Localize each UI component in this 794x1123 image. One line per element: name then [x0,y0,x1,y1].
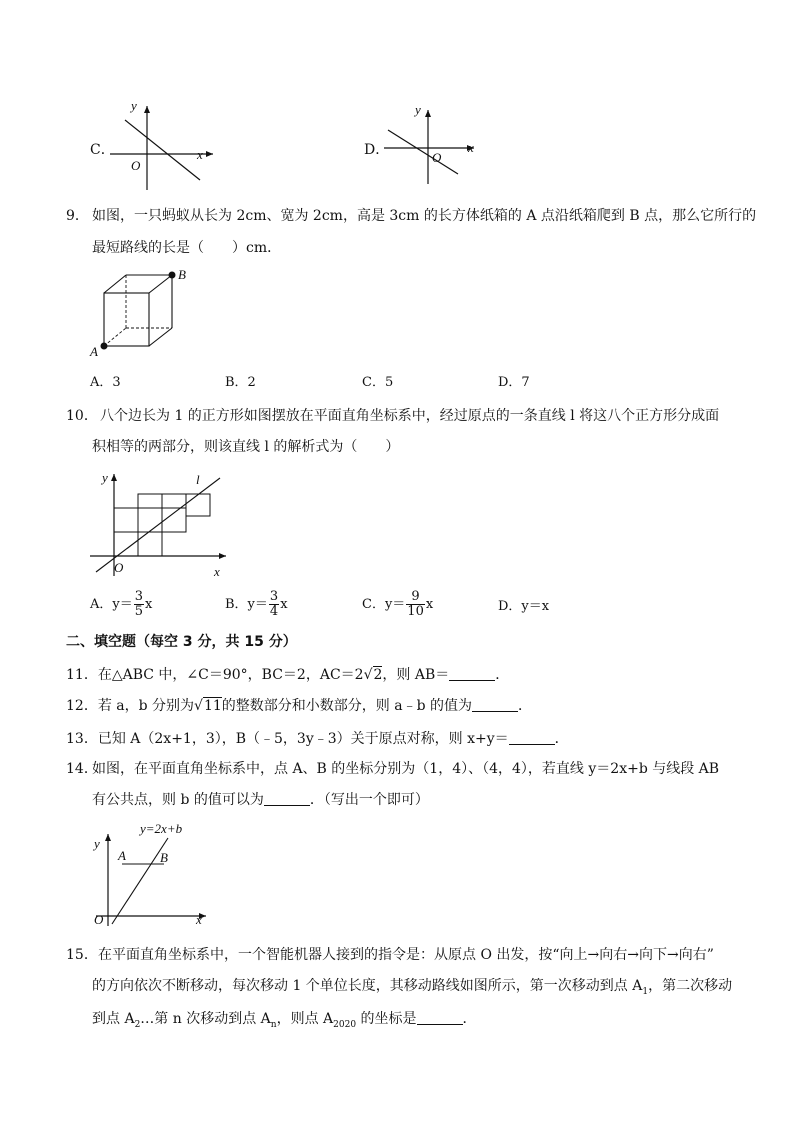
q15-line3-b: …第 n 次移动到点 A [140,1011,271,1027]
q10-opt-a-x: x [145,597,153,612]
q15-answer-blank[interactable] [417,1010,463,1025]
q12-end: ． [518,698,533,714]
q10-line1: 八个边长为 1 的正方形如图摆放在平面直角坐标系中，经过原点的一条直线 l 将这八个正方形分成面 [100,408,720,424]
q14-line-label: y=2x+b [140,821,183,836]
q9-point-b [169,272,176,279]
q15-line1: 在平面直角坐标系中，一个智能机器人接到的指令是：从原点 O 出发，按“向上→向右→向下→向右” [98,947,714,963]
q9-number: 9． [66,208,89,224]
q15-line3 [92,1009,477,1035]
q14-label-a: A [118,848,126,863]
q10-opt-a-den: 5 [134,604,144,619]
q12-number: 12． [66,698,98,714]
q15-line2-sub: 1 [642,986,649,997]
q10-option-d: D．y＝x [498,599,550,614]
q13-answer-blank[interactable] [509,730,555,745]
q10-line-label: l [196,472,200,487]
q14-line2 [92,790,429,810]
q11: 11．在△ABC 中，∠C＝90°，BC＝2，AC＝2√2，则 AB＝ ． [66,667,510,683]
q11-answer-blank[interactable] [449,666,495,681]
q14-origin-label: O [94,912,104,927]
q8-option-c-label: C． [90,142,115,158]
q15-line2-b: ，第二次移动 [648,978,733,994]
q10-opt-b-x: x [280,597,288,612]
q8c-origin-label: O [131,158,141,173]
q15-line3-sub2: n [270,1019,277,1030]
q14-line2-a: 有公共点，则 b 的值可以为 [92,792,264,808]
q8-option-d-label: D． [364,142,390,158]
q10-line2: 积相等的两部分，则该直线 l 的解析式为（ ） [92,439,400,455]
q14-label-b: B [160,850,168,865]
q10-option-b [225,590,288,619]
q9-line2: 最短路线的长是（ ）cm． [92,240,282,256]
q14-graph [88,820,218,928]
q8d-y-label: y [415,102,421,117]
q14-answer-blank[interactable] [264,791,310,806]
q10-y-label: y [102,470,108,485]
q9-label-b: B [178,267,186,282]
q15-line3-sub1: 2 [134,1019,141,1030]
q9-option-d: D．7 [498,375,530,390]
q15-line2-a: 的方向依次不断移动，每次移动 1 个单位长度，其移动路线如图所示，第一次移动到点 A [92,978,643,994]
q9-line1: 如图，一只蚂蚁从长为 2cm、宽为 2cm，高是 3cm 的长方体纸箱的 A 点沿纸箱爬到 B 点，那么它所行的 [92,208,757,224]
q12-answer-blank[interactable] [472,697,518,712]
q10-option-c [362,590,433,619]
q10-opt-a-prefix: A．y＝ [90,597,133,612]
q10-opt-b-den: 4 [269,604,279,619]
q14-y-label: y [94,836,100,851]
q10-squares-figure [88,470,233,582]
q12-text-a: 若 a，b 分别为 [97,698,195,714]
q8d-origin-label: O [432,150,442,165]
q10-opt-c-x: x [425,597,434,612]
q9-option-c: C．5 [362,375,394,390]
q10-opt-b-prefix: B．y＝ [225,597,268,612]
q8c-x-label: x [197,147,203,162]
q10-option-a [90,590,152,619]
q13-end: ． [554,731,569,747]
q11-text-b: ，则 AB＝ [382,667,450,683]
q14-x-label: x [196,912,202,927]
q11-text-a: 在△ABC 中，∠C＝90°，BC＝2，AC＝2 [97,667,364,683]
q9-point-a [101,343,108,350]
q15-number: 15． [66,947,98,963]
q13-text: 已知 A（2x+1，3），B（﹣5，3y﹣3）关于原点对称，则 x+y＝ [97,731,509,747]
q10-opt-b-num: 3 [269,589,279,604]
q14-line2-b: ．（写出一个即可） [309,792,429,808]
q12-text-b: 的整数部分和小数部分，则 a﹣b 的值为 [221,698,473,714]
q15-line3-c: ，则点 A [276,1011,334,1027]
q10-opt-b-fraction [269,590,279,619]
q15-line3-sub3: 2020 [333,1019,357,1030]
q12: 12．若 a，b 分别为√11的整数部分和小数部分，则 a﹣b 的值为 ． [66,698,533,714]
q10-opt-c-num: 9 [406,590,425,605]
section-2-title: 二、填空题（每空 3 分，共 15 分） [66,634,297,650]
q15-end: ． [462,1011,477,1027]
q10-opt-c-prefix: C．y＝ [362,597,406,612]
q10-number: 10． [66,408,98,424]
q10-opt-c-fraction [406,590,425,619]
q10-origin-label: O [114,560,124,575]
q11-end: ． [495,667,510,683]
q15-line3-d: 的坐标是 [356,1011,417,1027]
q14-line1: 如图，在平面直角坐标系中，点 A、B 的坐标分别为（1，4）、（4，4），若直线 y＝2x+b 与线段 AB [92,761,720,777]
q9-label-a: A [90,344,98,358]
q10-opt-a-num: 3 [134,589,144,604]
q8-graph-c [105,98,215,193]
q10-x-label: x [214,564,220,579]
q13-number: 13． [66,731,98,747]
q9-box-figure [86,266,196,358]
q13 [66,729,569,749]
q15-line2 [92,976,732,1002]
q11-sqrt-arg: 2 [373,667,383,683]
q14-number: 14． [66,761,98,777]
q15-line3-a: 到点 A [92,1011,135,1027]
q12-sqrt-arg: 11 [203,698,222,714]
q8c-y-label: y [131,98,137,113]
q8d-x-label: x [468,140,474,155]
q9-option-a: A．3 [90,375,121,390]
q11-number: 11． [66,667,98,683]
q10-opt-c-den: 10 [407,604,424,619]
q9-option-b: B．2 [225,375,256,390]
q8-graph-d [380,100,490,188]
q10-opt-a-fraction [134,590,144,619]
